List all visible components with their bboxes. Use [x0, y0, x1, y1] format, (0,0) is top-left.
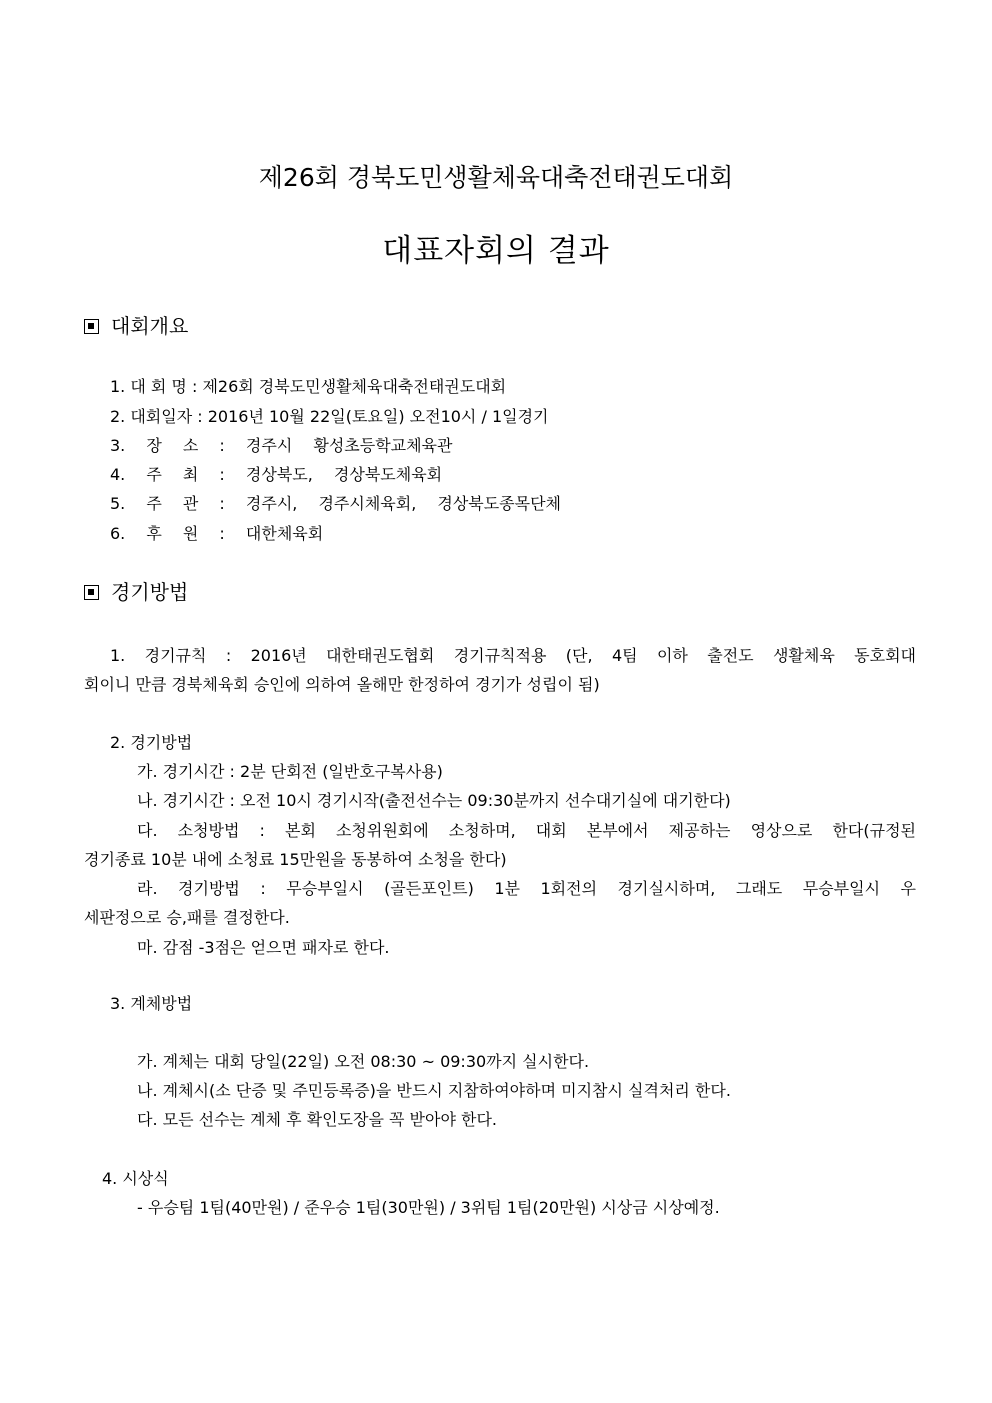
subsection-title: 3. 계체방법	[110, 994, 193, 1013]
document-title: 제26회 경북도민생활체육대축전태권도대회	[258, 163, 734, 192]
method-item-continued: 경기종료 10분 내에 소청료 15만원을 동봉하여 소청을 한다)	[84, 850, 507, 869]
rule-text-line2: 회이니 만큼 경북체육회 승인에 의하여 올해만 한정하여 경기가 성립이 됨)	[84, 675, 600, 694]
overview-item: 1. 대 회 명 : 제26회 경북도민생활체육대축전태권도대회	[110, 377, 507, 396]
overview-item: 3. 장 소 : 경주시 황성초등학교체육관	[110, 436, 453, 455]
overview-item: 6. 후 원 : 대한체육회	[110, 524, 324, 543]
overview-item: 2. 대회일자 : 2016년 10월 22일(토요일) 오전10시 / 1일경기	[110, 407, 549, 426]
section-method-title: 경기방법	[111, 580, 189, 604]
subsection-title: 4. 시상식	[102, 1169, 169, 1188]
method-item: 가. 경기시간 : 2분 단회전 (일반호구복사용)	[137, 762, 443, 781]
method-item: 다. 소청방법 : 본회 소청위원회에 소청하며, 대회 본부에서 제공하는 영상으로 한다(규정된	[137, 821, 916, 840]
subsection-title: 2. 경기방법	[110, 733, 193, 752]
section-overview-title: 대회개요	[111, 314, 189, 338]
overview-item: 5. 주 관 : 경주시, 경주시체육회, 경상북도종목단체	[110, 494, 562, 513]
method-item: 나. 경기시간 : 오전 10시 경기시작(출전선수는 09:30분까지 선수대기실에 대기한다)	[137, 791, 731, 810]
weigh-in-item: 가. 계체는 대회 당일(22일) 오전 08:30 ~ 09:30까지 실시한다.	[137, 1052, 590, 1071]
method-item: 라. 경기방법 : 무승부일시 (골든포인트) 1분 1회전의 경기실시하며, 그래도 무승부일시 우	[137, 879, 916, 898]
section-method-heading	[84, 580, 188, 604]
method-item: 마. 감점 -3점은 얻으면 패자로 한다.	[137, 938, 390, 957]
square-bullet-icon	[84, 585, 99, 600]
overview-item: 4. 주 최 : 경상북도, 경상북도체육회	[110, 465, 443, 484]
document-subtitle: 대표자회의 결과	[382, 233, 610, 269]
section-overview-heading	[84, 314, 188, 338]
rule-text-line1: 1. 경기규칙 : 2016년 대한태권도협회 경기규칙적용 (단, 4팀 이하 출전도 생활체육 동호회대	[110, 646, 916, 665]
weigh-in-item: 나. 계체시(소 단증 및 주민등록증)을 반드시 지참하여야하며 미지참시 실격처리 한다.	[137, 1081, 731, 1100]
square-bullet-icon	[84, 319, 99, 334]
award-item: - 우승팀 1팀(40만원) / 준우승 1팀(30만원) / 3위팀 1팀(20만원) 시상금 시상예정.	[137, 1198, 720, 1217]
weigh-in-item: 다. 모든 선수는 계체 후 확인도장을 꼭 받아야 한다.	[137, 1110, 497, 1129]
method-item-continued: 세판정으로 승,패를 결정한다.	[84, 908, 290, 927]
